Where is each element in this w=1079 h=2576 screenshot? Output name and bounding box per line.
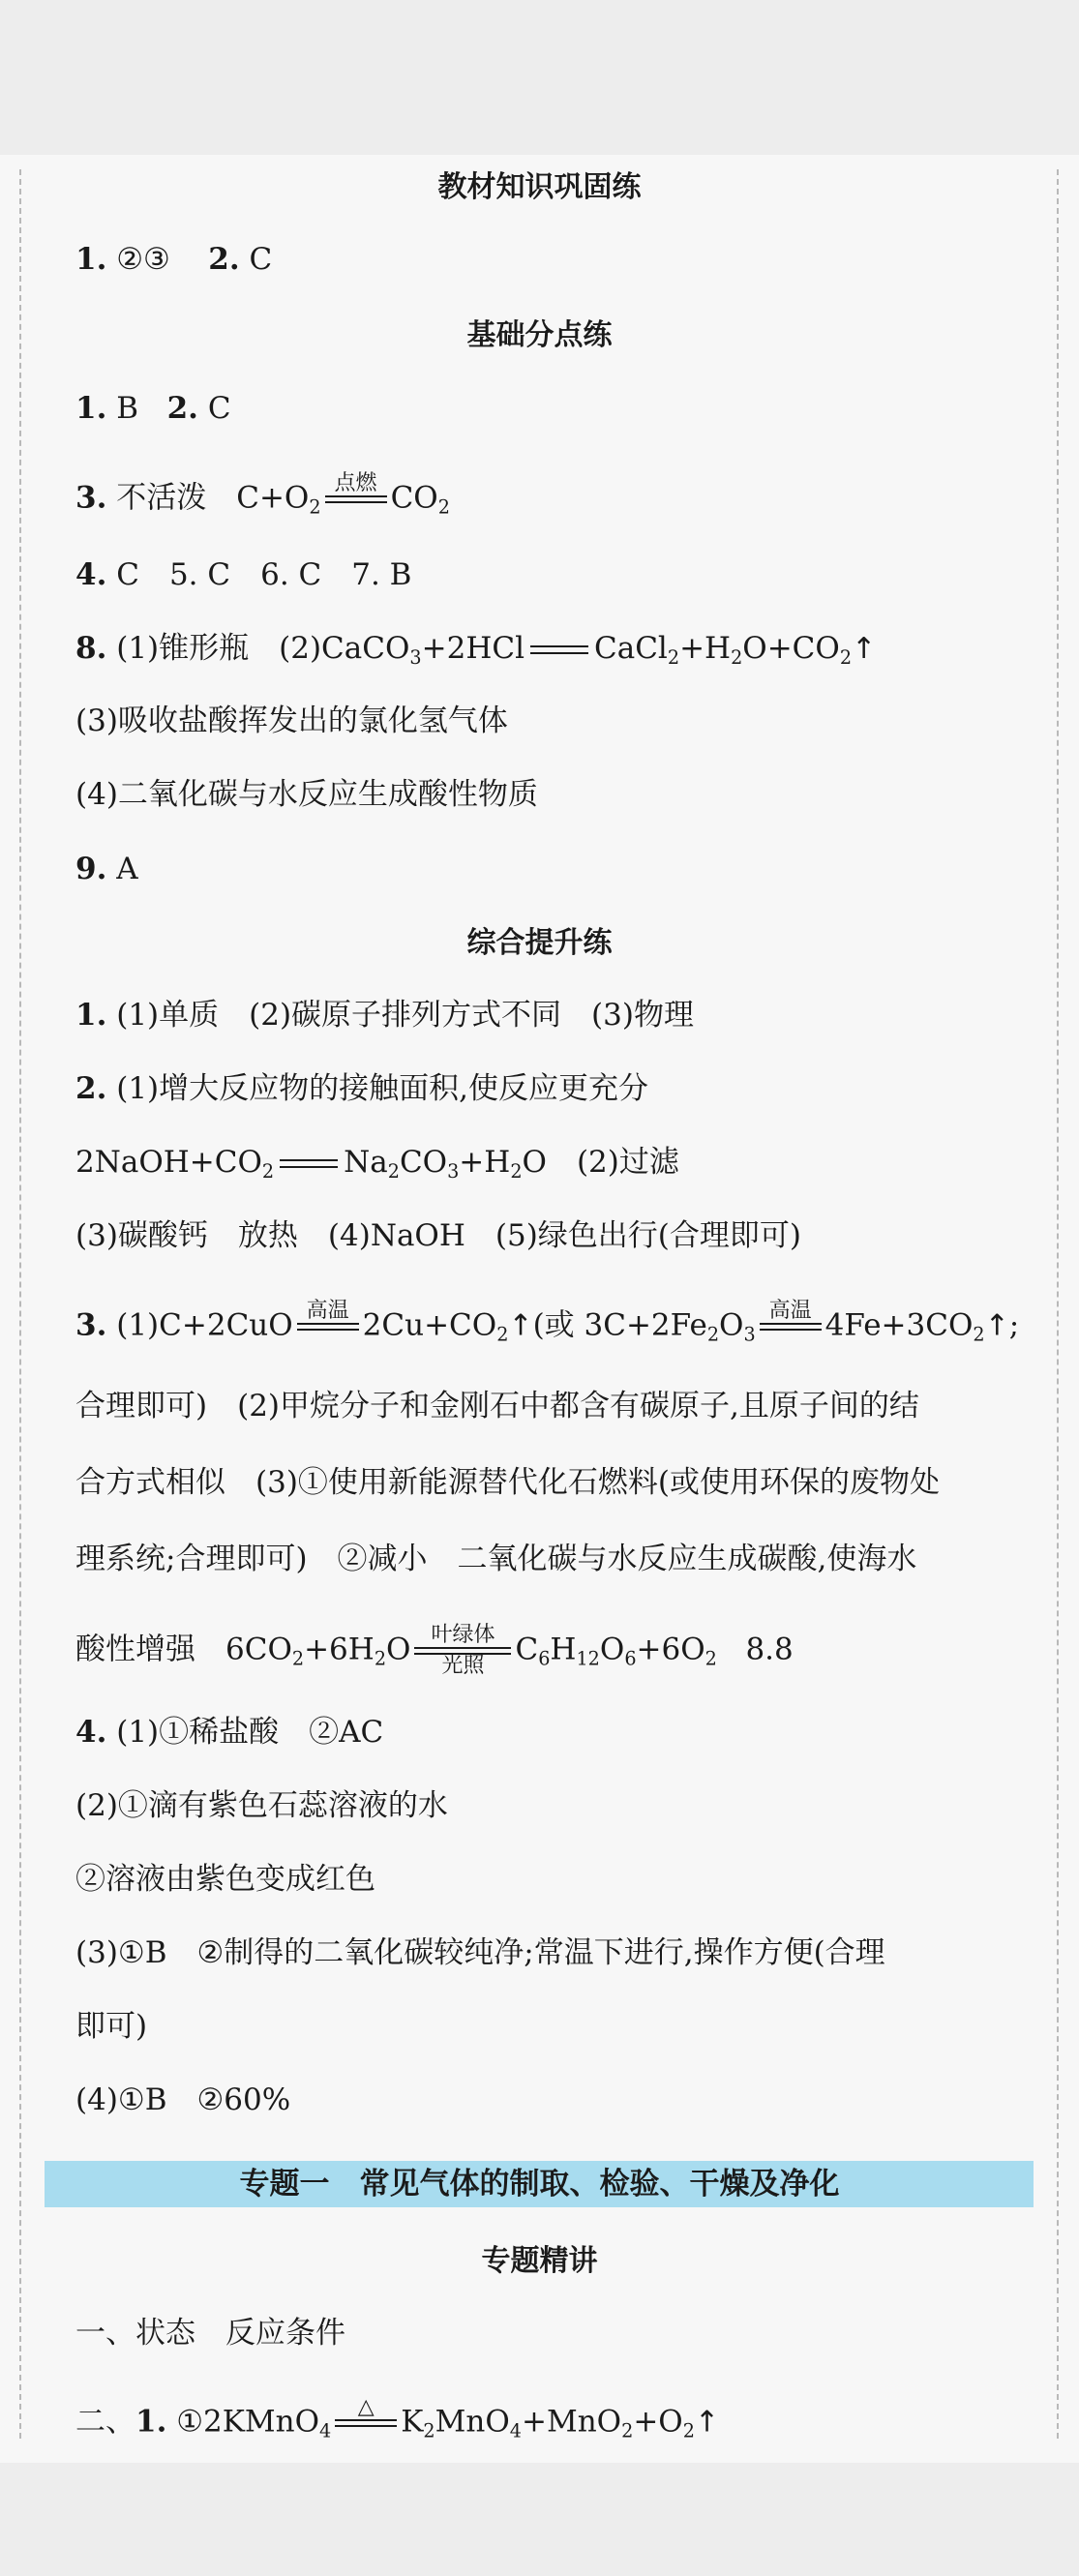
equals-sign xyxy=(280,1159,338,1168)
answer-text: O xyxy=(386,1632,411,1667)
subscript: 2 xyxy=(667,646,680,669)
answer-line xyxy=(75,472,450,526)
answer-line xyxy=(75,775,538,814)
answer-text: C xyxy=(207,391,231,426)
reaction-condition xyxy=(325,472,387,526)
answer-text: A xyxy=(116,852,138,886)
gas-arrow-icon: ↑ xyxy=(508,1308,533,1343)
answer-line xyxy=(75,996,694,1034)
section-title: 基础分点练 xyxy=(466,318,613,352)
subscript: 4 xyxy=(509,2419,522,2442)
subscript: 2 xyxy=(839,646,853,669)
answer-text: CaCl xyxy=(594,631,668,666)
answer-text: B xyxy=(116,391,139,426)
answer-text: ②溶液由紫色变成红色 xyxy=(75,1862,375,1897)
subscript: 12 xyxy=(576,1647,600,1670)
answer-line xyxy=(75,1540,916,1578)
question-number: 3. xyxy=(75,1307,107,1343)
subscript: 2 xyxy=(510,1160,523,1183)
subscript: 3 xyxy=(409,646,422,669)
question-number: 9. xyxy=(75,852,107,886)
answer-text: C xyxy=(249,242,273,277)
question-number: 8. xyxy=(75,631,107,666)
question-number: 2. xyxy=(166,391,198,426)
answer-text: CO xyxy=(390,480,438,516)
answer-line xyxy=(75,1463,940,1502)
answer-text: O (2)过滤 xyxy=(522,1145,679,1180)
answer-text: 二、 xyxy=(75,2404,135,2440)
subscript: 2 xyxy=(423,2419,435,2442)
answer-line xyxy=(75,2314,345,2352)
answer-line xyxy=(75,1786,448,1825)
answer-text: (1)单质 (2)碳原子排列方式不同 (3)物理 xyxy=(116,998,694,1033)
answer-line xyxy=(75,702,508,740)
answer-text: +6H xyxy=(304,1632,375,1667)
subscript: 2 xyxy=(731,646,743,669)
answer-line xyxy=(75,240,272,279)
reaction-condition xyxy=(335,2396,397,2450)
subscript: 2 xyxy=(261,1160,275,1183)
subscript: 3 xyxy=(743,1323,756,1346)
answer-text: 不活泼 C+O xyxy=(116,480,310,516)
section-title: 教材知识巩固练 xyxy=(437,170,642,204)
subscript: 2 xyxy=(621,2419,634,2442)
answer-text: +O xyxy=(633,2404,683,2440)
answer-text: (4)二氧化碳与水反应生成酸性物质 xyxy=(75,777,538,812)
answer-line xyxy=(75,1069,648,1108)
answer-line xyxy=(75,1624,794,1678)
gas-arrow-icon: ↑ xyxy=(694,2405,720,2440)
subscript: 2 xyxy=(387,1160,400,1183)
answer-text: +H xyxy=(459,1145,511,1180)
answer-line xyxy=(75,2081,290,2119)
question-number: 2. xyxy=(75,1071,107,1106)
question-number: 1. xyxy=(75,998,107,1033)
answer-text: ②③ xyxy=(116,242,170,277)
answer-text: ①2KMnO xyxy=(176,2404,320,2440)
answer-text: (1)锥形瓶 (2)CaCO xyxy=(116,631,410,666)
reaction-condition xyxy=(760,1300,822,1354)
answer-text: +MnO xyxy=(521,2404,622,2440)
question-number: 3. xyxy=(75,480,107,516)
equals-sign xyxy=(530,645,588,654)
answer-text: 4Fe+3CO xyxy=(824,1307,974,1343)
subscript: 2 xyxy=(437,495,450,519)
answer-line xyxy=(75,389,231,428)
gas-arrow-icon: ↑ xyxy=(852,632,877,666)
question-number: 4. xyxy=(75,557,107,592)
answer-text: CO xyxy=(399,1145,448,1180)
answer-text: (2)①滴有紫色石蕊溶液的水 xyxy=(75,1788,448,1823)
answer-line xyxy=(75,1143,679,1182)
answer-text: H xyxy=(550,1632,577,1667)
answer-text: (3)吸收盐酸挥发出的氯化氢气体 xyxy=(75,704,508,738)
subscript: 2 xyxy=(706,1323,720,1346)
gas-arrow-icon: ↑ xyxy=(984,1308,1009,1343)
subscript: 2 xyxy=(374,1647,387,1670)
answer-text: O xyxy=(719,1307,744,1343)
answer-line xyxy=(75,1713,383,1752)
answer-text: O+CO xyxy=(742,631,840,666)
answer-text: O xyxy=(599,1632,625,1667)
subscript: 2 xyxy=(496,1323,509,1346)
heat-symbol-icon: △ xyxy=(357,2395,375,2419)
answer-text: MnO xyxy=(435,2404,510,2440)
answer-text: (或 3C+2Fe xyxy=(532,1307,707,1343)
subscript: 3 xyxy=(447,1160,460,1183)
question-number: 2. xyxy=(208,242,240,277)
answer-text: 理系统;合理即可) ②减小 二氧化碳与水反应生成碳酸,使海水 xyxy=(75,1542,917,1576)
subscript: 2 xyxy=(309,495,321,519)
answer-text: 2NaOH+CO xyxy=(75,1145,262,1180)
answer-line xyxy=(75,555,411,594)
section-title: 专题精讲 xyxy=(481,2244,598,2278)
question-number: 4. xyxy=(75,1715,107,1750)
subscript: 2 xyxy=(682,2419,695,2442)
answer-line xyxy=(75,1216,801,1255)
answer-text: ; xyxy=(1008,1307,1020,1343)
right-dashed-border xyxy=(1057,169,1059,2439)
answer-line xyxy=(75,1860,375,1899)
question-number: 1. xyxy=(75,242,107,277)
answer-value: 8.8 xyxy=(745,1632,794,1667)
answer-text: (3)①B ②制得的二氧化碳较纯净;常温下进行,操作方便(合理 xyxy=(75,1935,885,1970)
answer-text: 合方式相似 (3)①使用新能源替代化石燃料(或使用环保的废物处 xyxy=(75,1465,941,1500)
answer-line xyxy=(75,2396,719,2450)
answer-line xyxy=(75,1387,919,1425)
reaction-condition xyxy=(297,1300,359,1354)
answer-text: 一、状态 反应条件 xyxy=(75,2316,345,2351)
page-bottom-margin xyxy=(0,2463,1079,2576)
answer-line xyxy=(75,1933,885,1972)
answer-text: +2HCl xyxy=(421,631,525,666)
answer-text: (1)增大反应物的接触面积,使反应更充分 xyxy=(116,1071,648,1106)
question-number: 1. xyxy=(135,2404,167,2440)
left-dashed-border xyxy=(19,169,21,2439)
answer-line xyxy=(75,850,138,888)
page-top-margin xyxy=(0,0,1079,155)
answer-line xyxy=(75,629,876,669)
answer-text: (1)C+2CuO xyxy=(116,1307,293,1343)
answer-text: K xyxy=(401,2404,424,2440)
answer-line xyxy=(75,2007,147,2046)
answer-text: (1)①稀盐酸 ②AC xyxy=(116,1715,384,1750)
answer-text: (4)①B ②60% xyxy=(75,2082,291,2117)
subscript: 2 xyxy=(973,1323,985,1346)
answer-text: C xyxy=(515,1632,539,1667)
answer-text: 即可) xyxy=(75,2009,148,2044)
reaction-condition xyxy=(414,1624,511,1678)
answer-text: C 5. C 6. C 7. B xyxy=(116,557,412,592)
answer-text: +6O xyxy=(636,1632,705,1667)
subscript: 2 xyxy=(704,1647,717,1670)
answer-text: Na xyxy=(344,1145,388,1180)
answer-text: 酸性增强 6CO xyxy=(75,1632,292,1667)
subscript: 6 xyxy=(538,1647,551,1670)
condition-label: 高温 xyxy=(306,1299,349,1323)
topic-banner-title: 专题一 常见气体的制取、检验、干燥及净化 xyxy=(239,2167,840,2202)
answer-line xyxy=(75,1300,1019,1354)
condition-label: 叶绿体 xyxy=(431,1623,495,1647)
answer-text: 2Cu+CO xyxy=(362,1307,497,1343)
answer-text: 合理即可) (2)甲烷分子和金刚石中都含有碳原子,且原子间的结 xyxy=(75,1389,919,1423)
condition-label: 高温 xyxy=(768,1299,812,1323)
answer-text: (3)碳酸钙 放热 (4)NaOH (5)绿色出行(合理即可) xyxy=(75,1218,801,1253)
condition-label: 光照 xyxy=(441,1654,485,1678)
subscript: 4 xyxy=(319,2419,332,2442)
subscript: 6 xyxy=(624,1647,637,1670)
answer-text: +H xyxy=(679,631,732,666)
section-title: 综合提升练 xyxy=(466,926,613,960)
condition-label: 点燃 xyxy=(334,471,377,495)
question-number: 1. xyxy=(75,391,107,426)
subscript: 2 xyxy=(291,1647,305,1670)
